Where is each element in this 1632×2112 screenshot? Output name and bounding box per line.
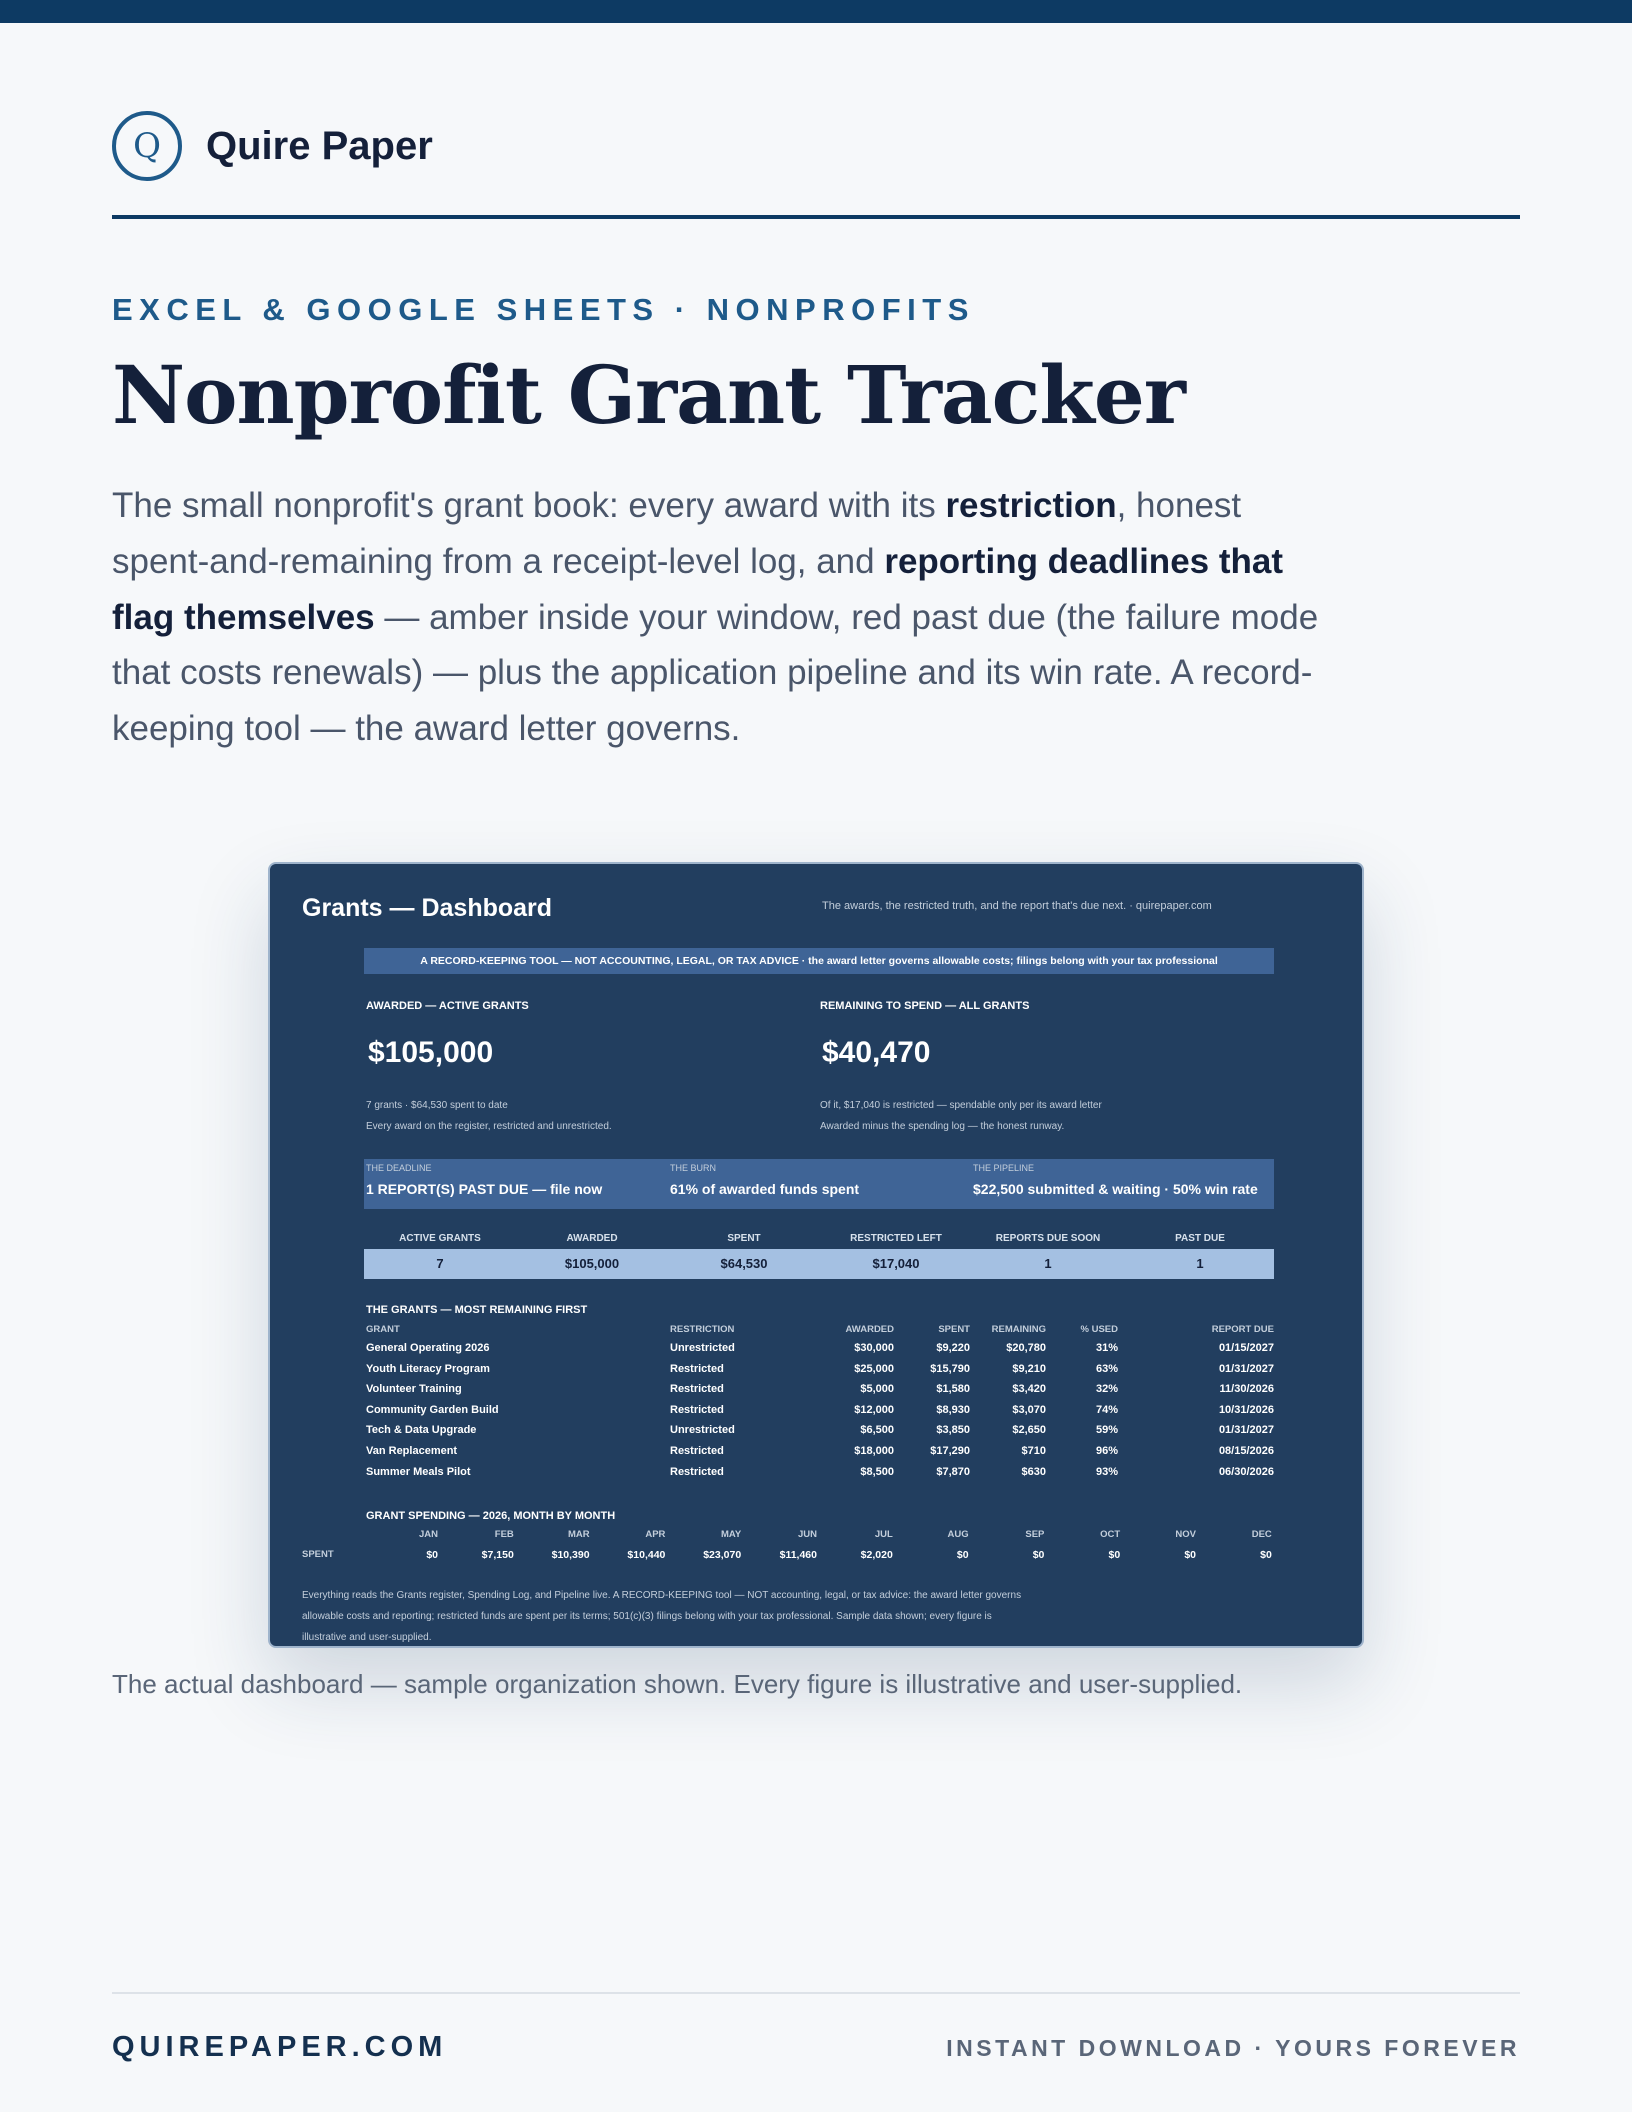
- grants-cell: 96%: [1095, 1445, 1118, 1457]
- grants-column-header: % USED: [1080, 1324, 1118, 1335]
- month-spent-value: $11,460: [779, 1549, 817, 1561]
- grants-column-header: GRANT: [366, 1324, 400, 1335]
- grants-cell: 93%: [1095, 1465, 1118, 1478]
- month-header: JAN: [418, 1529, 438, 1540]
- footer-site-link[interactable]: QUIREPAPER.COM: [112, 2031, 448, 2063]
- grants-cell: $2,650: [1012, 1424, 1046, 1437]
- grants-cell: 06/30/2026: [1218, 1465, 1274, 1478]
- kpi-label: RESTRICTED LEFT: [850, 1233, 942, 1244]
- grants-column-header: SPENT: [938, 1324, 970, 1335]
- grants-cell: 74%: [1095, 1403, 1118, 1416]
- grants-cell: $710: [1021, 1445, 1046, 1457]
- dashboard-title: Grants — Dashboard: [302, 894, 553, 922]
- month-header: SEP: [1025, 1529, 1045, 1540]
- grants-cell: $17,290: [930, 1445, 970, 1457]
- month-header: JUL: [874, 1529, 893, 1540]
- lede: [112, 478, 1342, 757]
- lede-part-2: , honest spent-and-remaining from a receipt-level log, and: [112, 486, 1242, 581]
- dashboard-tagline: The awards, the restricted truth, and the report that's due next. · quirepaper.com: [822, 900, 1212, 912]
- month-spent-value: $0: [1260, 1549, 1272, 1561]
- strip-value: 1 REPORT(S) PAST DUE — file now: [366, 1181, 603, 1197]
- kpi-label: PAST DUE: [1175, 1233, 1225, 1244]
- grants-cell: 31%: [1095, 1342, 1118, 1354]
- grants-cell: Restricted: [670, 1362, 724, 1375]
- grants-cell: $30,000: [854, 1342, 894, 1354]
- kpi-value: $105,000: [564, 1256, 620, 1271]
- grants-cell: General Operating 2026: [366, 1342, 490, 1354]
- grants-cell: Unrestricted: [670, 1342, 735, 1354]
- eyebrow: EXCEL & GOOGLE SHEETS · NONPROFITS: [112, 292, 975, 327]
- page-title: Nonprofit Grant Tracker: [112, 348, 1185, 442]
- strip-label: THE PIPELINE: [973, 1163, 1035, 1173]
- grants-cell: Volunteer Training: [366, 1383, 462, 1396]
- kpi-value: $64,530: [720, 1256, 768, 1271]
- strip-value: $22,500 submitted & waiting · 50% win rate: [973, 1181, 1258, 1197]
- remaining-label: REMAINING TO SPEND — ALL GRANTS: [820, 1000, 1030, 1012]
- awarded-note-2: Every award on the register, restricted and unrestricted.: [366, 1121, 612, 1132]
- grants-column-header: REMAINING: [991, 1324, 1046, 1335]
- footnote-line-1: Everything reads the Grants register, Spending Log, and Pipeline live. A RECORD-KEEPING tool — NOT accounting, legal, or tax advice: the award letter governs: [302, 1590, 1022, 1601]
- month-spent-value: $0: [426, 1549, 438, 1561]
- kpi-label: REPORTS DUE SOON: [995, 1233, 1101, 1244]
- month-header: MAY: [720, 1529, 742, 1540]
- grants-cell: $5,000: [860, 1383, 894, 1396]
- strip-value: 61% of awarded funds spent: [670, 1181, 860, 1197]
- monthly-row-label: SPENT: [302, 1549, 334, 1560]
- kpi-value: 7: [436, 1256, 444, 1271]
- grants-cell: 01/15/2027: [1218, 1342, 1274, 1354]
- remaining-value: $40,470: [822, 1036, 931, 1069]
- awarded-value: $105,000: [368, 1036, 494, 1069]
- brand-logo: Q: [112, 111, 182, 181]
- grants-cell: 10/31/2026: [1218, 1403, 1274, 1416]
- kpi-label: ACTIVE GRANTS: [399, 1233, 481, 1244]
- grants-cell: 32%: [1095, 1383, 1118, 1396]
- month-spent-value: $0: [1032, 1549, 1045, 1561]
- grants-cell: 59%: [1095, 1424, 1118, 1437]
- footer-divider: [112, 1992, 1520, 1994]
- grants-cell: $630: [1021, 1465, 1046, 1478]
- kpi-value: $17,040: [872, 1256, 920, 1271]
- remaining-note-1: Of it, $17,040 is restricted — spendable only per its award letter: [820, 1100, 1102, 1111]
- month-header: MAR: [567, 1529, 590, 1540]
- screenshot-caption: The actual dashboard — sample organization shown. Every figure is illustrative and user-supplied.: [112, 1669, 1243, 1699]
- lede-part-3: — amber inside your window, red past due (the failure mode that costs renewals) — plus the application pipeline and its win rate. A record-keeping tool — the award letter governs.: [112, 597, 1319, 749]
- grants-cell: $9,220: [936, 1342, 970, 1354]
- grants-cell: Restricted: [670, 1403, 724, 1416]
- grants-cell: $8,500: [860, 1465, 894, 1478]
- month-spent-value: $2,020: [860, 1549, 893, 1561]
- grants-cell: Community Garden Build: [366, 1403, 499, 1416]
- grants-column-header: RESTRICTION: [670, 1324, 735, 1335]
- grants-cell: 01/31/2027: [1218, 1424, 1274, 1437]
- grants-cell: $1,580: [936, 1383, 970, 1396]
- lede-emphasis-1: restriction: [945, 486, 1117, 525]
- brand[interactable]: [112, 111, 433, 181]
- grants-cell: $25,000: [854, 1362, 894, 1375]
- grants-cell: Restricted: [670, 1445, 724, 1457]
- grants-cell: $8,930: [936, 1403, 970, 1416]
- month-spent-value: $7,150: [481, 1549, 514, 1561]
- dashboard-screenshot: [268, 862, 1364, 1648]
- strip-label: THE DEADLINE: [366, 1163, 432, 1173]
- grants-cell: $12,000: [854, 1403, 894, 1416]
- monthly-table: [270, 864, 1364, 1648]
- grants-cell: Unrestricted: [670, 1424, 735, 1437]
- lede-emphasis-2: reporting deadlines that flag themselves: [112, 541, 1283, 637]
- month-spent-value: $0: [1108, 1549, 1121, 1561]
- month-spent-value: $23,070: [703, 1549, 742, 1561]
- month-header: DEC: [1251, 1529, 1272, 1540]
- month-header: APR: [645, 1529, 666, 1540]
- remaining-note-2: Awarded minus the spending log — the honest runway.: [820, 1121, 1065, 1132]
- month-header: AUG: [947, 1529, 969, 1540]
- grants-cell: Restricted: [670, 1465, 724, 1478]
- grants-cell: $3,850: [936, 1424, 970, 1437]
- dashboard-banner: A RECORD-KEEPING TOOL — NOT ACCOUNTING, LEGAL, OR TAX ADVICE · the award letter governs allowable costs; filings belong with your tax professional: [364, 948, 1274, 974]
- grants-table-title: THE GRANTS — MOST REMAINING FIRST: [366, 1304, 588, 1316]
- monthly-title: GRANT SPENDING — 2026, MONTH BY MONTH: [366, 1510, 616, 1522]
- grants-column-header: AWARDED: [845, 1324, 894, 1335]
- grants-cell: $18,000: [854, 1445, 894, 1457]
- kpi-label: AWARDED: [566, 1233, 618, 1244]
- month-header: NOV: [1175, 1529, 1196, 1540]
- grants-cell: Youth Literacy Program: [366, 1362, 490, 1375]
- kpi-value: 1: [1196, 1256, 1204, 1271]
- grants-cell: Tech & Data Upgrade: [366, 1424, 477, 1437]
- grants-cell: 08/15/2026: [1218, 1445, 1274, 1457]
- grants-cell: 63%: [1095, 1362, 1118, 1375]
- month-spent-value: $0: [1184, 1549, 1196, 1561]
- grants-cell: $3,070: [1012, 1403, 1046, 1416]
- kpi-label: SPENT: [727, 1233, 761, 1244]
- grants-cell: Restricted: [670, 1383, 724, 1396]
- grants-cell: $7,870: [936, 1465, 970, 1478]
- month-spent-value: $10,390: [551, 1549, 590, 1561]
- footnote-line-2: allowable costs and reporting; restricted funds are spent per its terms; 501(c)(3) filings belong with your tax professional. Sample data shown; every figure is: [302, 1611, 992, 1622]
- footer-tagline: INSTANT DOWNLOAD · YOURS FOREVER: [946, 2035, 1520, 2061]
- grants-column-header: REPORT DUE: [1211, 1324, 1274, 1335]
- grants-cell: 01/31/2027: [1218, 1362, 1274, 1375]
- grants-cell: $15,790: [930, 1362, 970, 1375]
- strip-label: THE BURN: [670, 1163, 717, 1173]
- month-header: FEB: [494, 1529, 514, 1540]
- grants-cell: Van Replacement: [366, 1445, 458, 1457]
- grants-cell: $9,210: [1012, 1362, 1046, 1375]
- top-bar: [0, 0, 1632, 23]
- brand-name: Quire Paper: [206, 123, 433, 168]
- header-divider: [112, 215, 1520, 219]
- awarded-note-1: 7 grants · $64,530 spent to date: [366, 1100, 508, 1111]
- month-spent-value: $0: [956, 1549, 969, 1561]
- month-header: OCT: [1100, 1529, 1121, 1540]
- month-header: JUN: [797, 1529, 817, 1540]
- footnote-line-3: illustrative and user-supplied.: [302, 1632, 432, 1643]
- lede-part-1: The small nonprofit's grant book: every award with its: [112, 486, 946, 525]
- grants-cell: $3,420: [1012, 1383, 1046, 1396]
- grants-cell: Summer Meals Pilot: [366, 1465, 471, 1478]
- kpi-value: 1: [1044, 1256, 1052, 1271]
- month-spent-value: $10,440: [627, 1549, 666, 1561]
- grants-cell: $6,500: [860, 1424, 894, 1437]
- grants-cell: $20,780: [1006, 1342, 1046, 1354]
- grants-cell: 11/30/2026: [1219, 1383, 1274, 1396]
- awarded-label: AWARDED — ACTIVE GRANTS: [366, 1000, 529, 1012]
